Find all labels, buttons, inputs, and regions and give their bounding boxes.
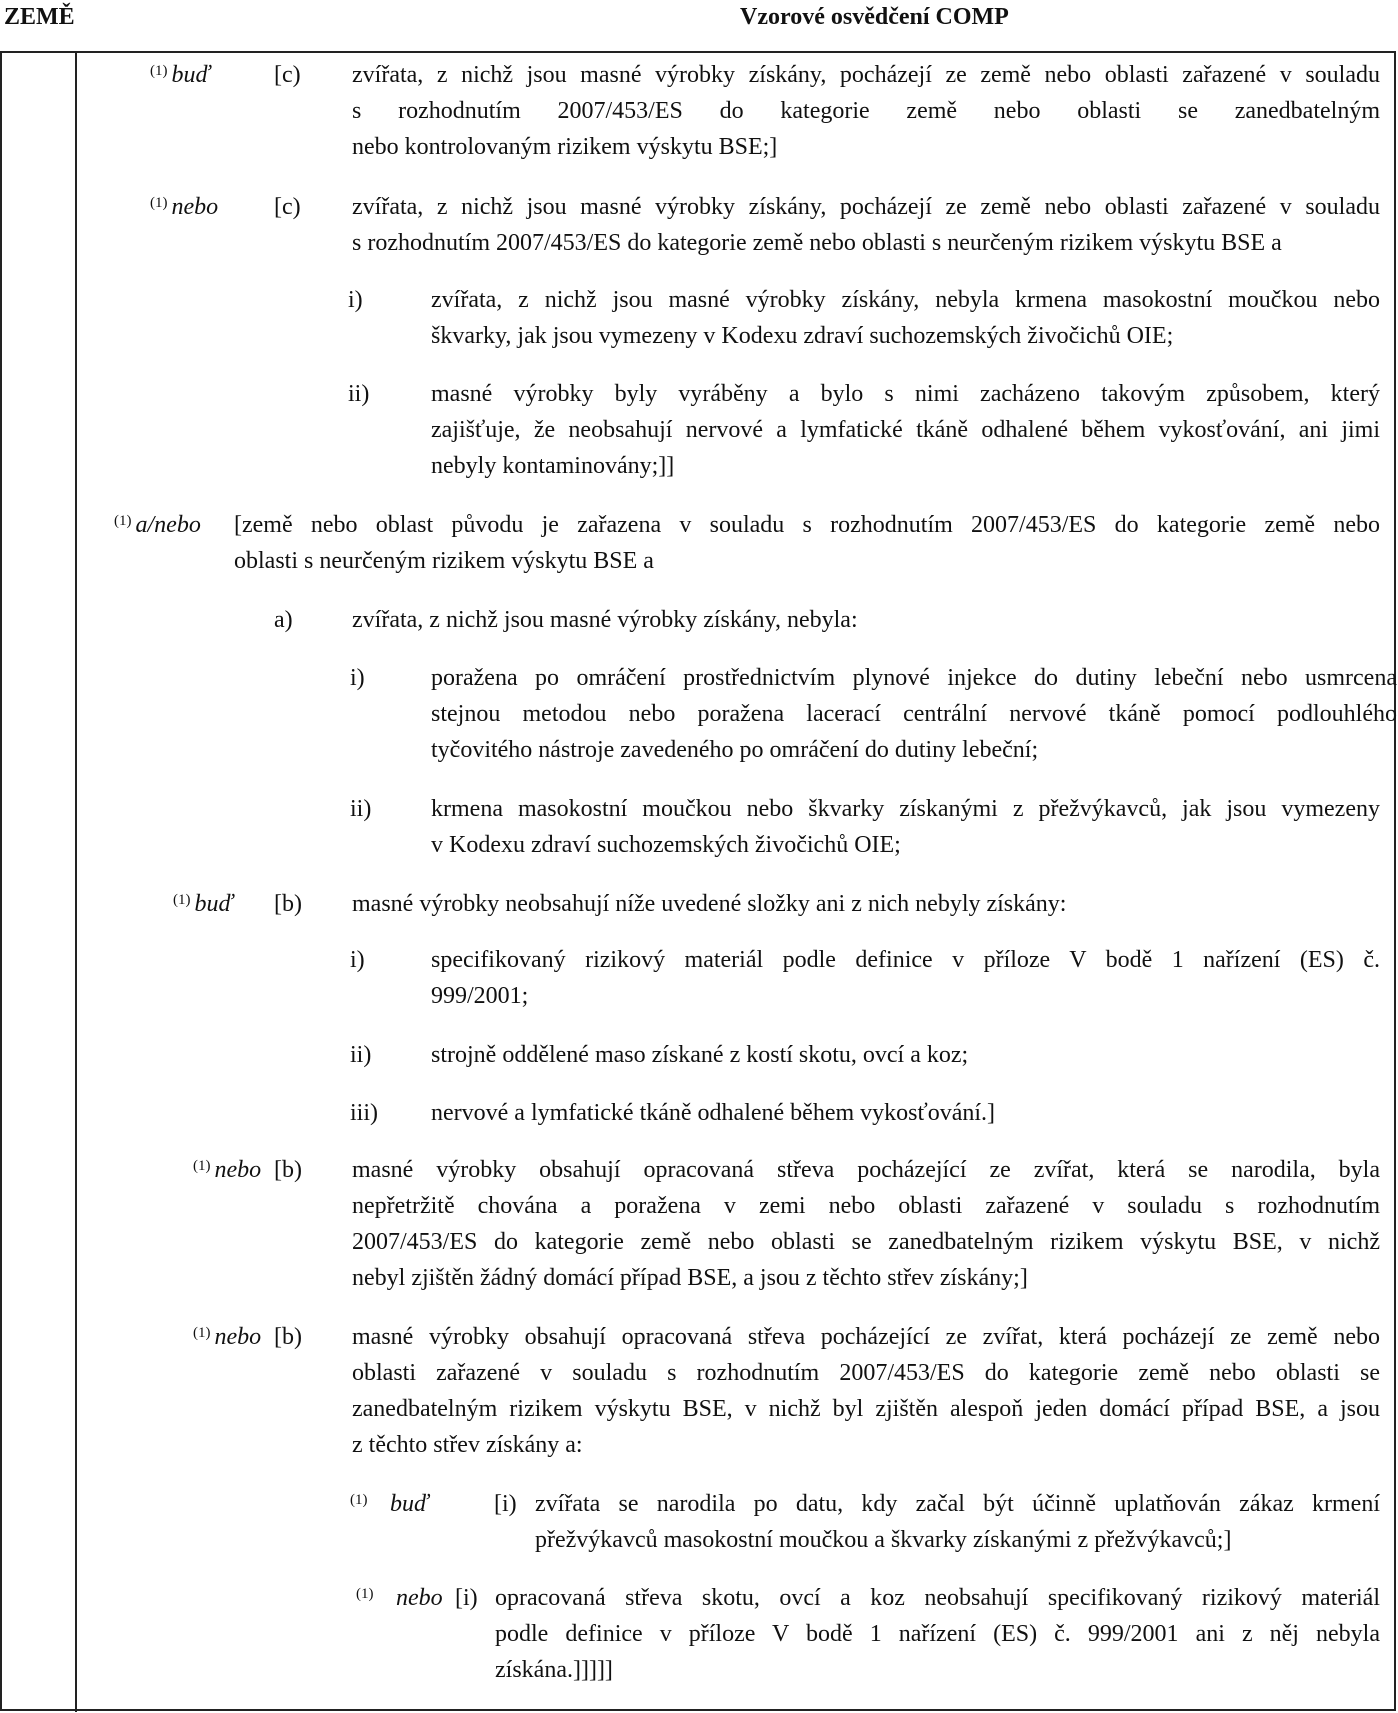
block-marker: $^{(1)}$ buď: [173, 891, 234, 917]
block-text: strojně oddělené maso získané z kostí skotu, ovcí a koz;: [431, 1042, 969, 1068]
block-label: i): [350, 947, 365, 973]
block-label: [i): [455, 1585, 478, 1611]
block-label: iii): [350, 1100, 378, 1126]
block-label: [b): [274, 1157, 302, 1183]
block-text: zvířata, z nichž jsou masné výrobky získány, nebyla:: [352, 607, 858, 633]
block-text: masné výrobky neobsahují níže uvedené složky ani z nich nebyly získány:: [352, 891, 1067, 917]
block-text: nervové a lymfatické tkáně odhalené během vykosťování.]: [431, 1100, 996, 1126]
block-label: i): [350, 665, 365, 691]
block-marker: $^{(1)}$ nebo: [150, 194, 219, 220]
block-label: [c): [274, 194, 301, 220]
block-text: masné výrobky obsahují opracovaná střeva pocházející ze zvířat, která pocházejí ze země nebo oblasti zařazené v souladu s rozhodnutím 2007/453/ES do kategorie země nebo oblasti se zanedbatelným rizikem výskytu BSE, v nichž byl zjištěn alespoň jeden domácí případ BSE, a jsou z těchto střev získány a:: [352, 1324, 1380, 1458]
block-text: masné výrobky obsahují opracovaná střeva pocházející ze zvířat, která se narodila, byla nepřetržitě chována a poražena v zemi nebo oblasti zařazené v souladu s rozhodnutím 2007/453/ES do kategorie země nebo oblasti se zanedbatelným rizikem výskytu BSE, v nichž nebyl zjištěn žádný domácí případ BSE, a jsou z těchto střev získány;]: [352, 1157, 1380, 1291]
block-label: ii): [350, 796, 372, 822]
block-label: [b): [274, 1324, 302, 1350]
block-text: zvířata, z nichž jsou masné výrobky získány, nebyla krmena masokostní moučkou nebo škvarky, jak jsou vymezeny v Kodexu zdraví suchozemských živočichů OIE;: [431, 287, 1380, 349]
block-text: [země nebo oblast původu je zařazena v souladu s rozhodnutím 2007/453/ES do kategorie země nebo oblasti s neurčeným rizikem výskytu BSE a: [234, 512, 1380, 574]
block-text: zvířata, z nichž jsou masné výrobky získány, pocházejí ze země nebo oblasti zařazené v souladu s rozhodnutím 2007/453/ES do kategorie země nebo oblasti s neurčeným rizikem výskytu BSE a: [352, 194, 1380, 256]
block-text: poražena po omráčení prostřednictvím plynové injekce do dutiny lebeční nebo usmrcena stejnou metodou nebo poražena lacerací centrální nervové tkáně pomocí podlouhlého tyčovitého nástroje zavedeného po omráčení do dutiny lebeční;: [431, 665, 1397, 763]
block-text: zvířata, z nichž jsou masné výrobky získány, pocházejí ze země nebo oblasti zařazené v souladu s rozhodnutím 2007/453/ES do kategorie země nebo oblasti se zanedbatelným nebo kontrolovaným rizikem výskytu BSE;]: [352, 62, 1380, 160]
block-marker: $^{(1)}$ buď: [150, 62, 211, 88]
header-country: ZEMĚ: [4, 4, 75, 30]
header-title: Vzorové osvědčení COMP: [740, 4, 1009, 30]
block-label: [b): [274, 891, 302, 917]
block-marker: (1): [356, 1586, 374, 1602]
block-text: krmena masokostní moučkou nebo škvarky získanými z přežvýkavců, jak jsou vymezeny v Kodexu zdraví suchozemských živočichů OIE;: [431, 796, 1380, 858]
block-label: a): [274, 607, 293, 633]
column-divider: [75, 51, 77, 1712]
block-label: [i): [494, 1491, 517, 1517]
block-marker-word: buď: [390, 1491, 429, 1517]
block-label: ii): [350, 1042, 372, 1068]
block-text: specifikovaný rizikový materiál podle definice v příloze V bodě 1 nařízení (ES) č. 999/2001;: [431, 947, 1380, 1009]
block-text: masné výrobky byly vyráběny a bylo s nimi zacházeno takovým způsobem, který zajišťuje, že neobsahují nervové a lymfatické tkáně odhalené během vykosťování, ani jimi nebyly kontaminovány;]]: [431, 381, 1380, 479]
block-label: ii): [348, 381, 370, 407]
block-text: zvířata se narodila po datu, kdy začal být účinně uplatňován zákaz krmení přežvýkavců masokostní moučkou a škvarky získanými z přežvýkavců;]: [535, 1491, 1380, 1553]
block-marker: $^{(1)}$ a/nebo: [114, 512, 201, 538]
block-label: [c): [274, 62, 301, 88]
block-text: opracovaná střeva skotu, ovcí a koz neobsahují specifikovaný rizikový materiál podle definice v příloze V bodě 1 nařízení (ES) č. 999/2001 ani z něj nebyla získána.]]]]]: [495, 1585, 1380, 1683]
block-marker: $^{(1)}$ nebo: [193, 1157, 262, 1183]
block-label: i): [348, 287, 363, 313]
block-marker-word: nebo: [396, 1585, 443, 1611]
block-marker: $^{(1)}$ nebo: [193, 1324, 262, 1350]
block-marker: (1): [350, 1492, 368, 1508]
